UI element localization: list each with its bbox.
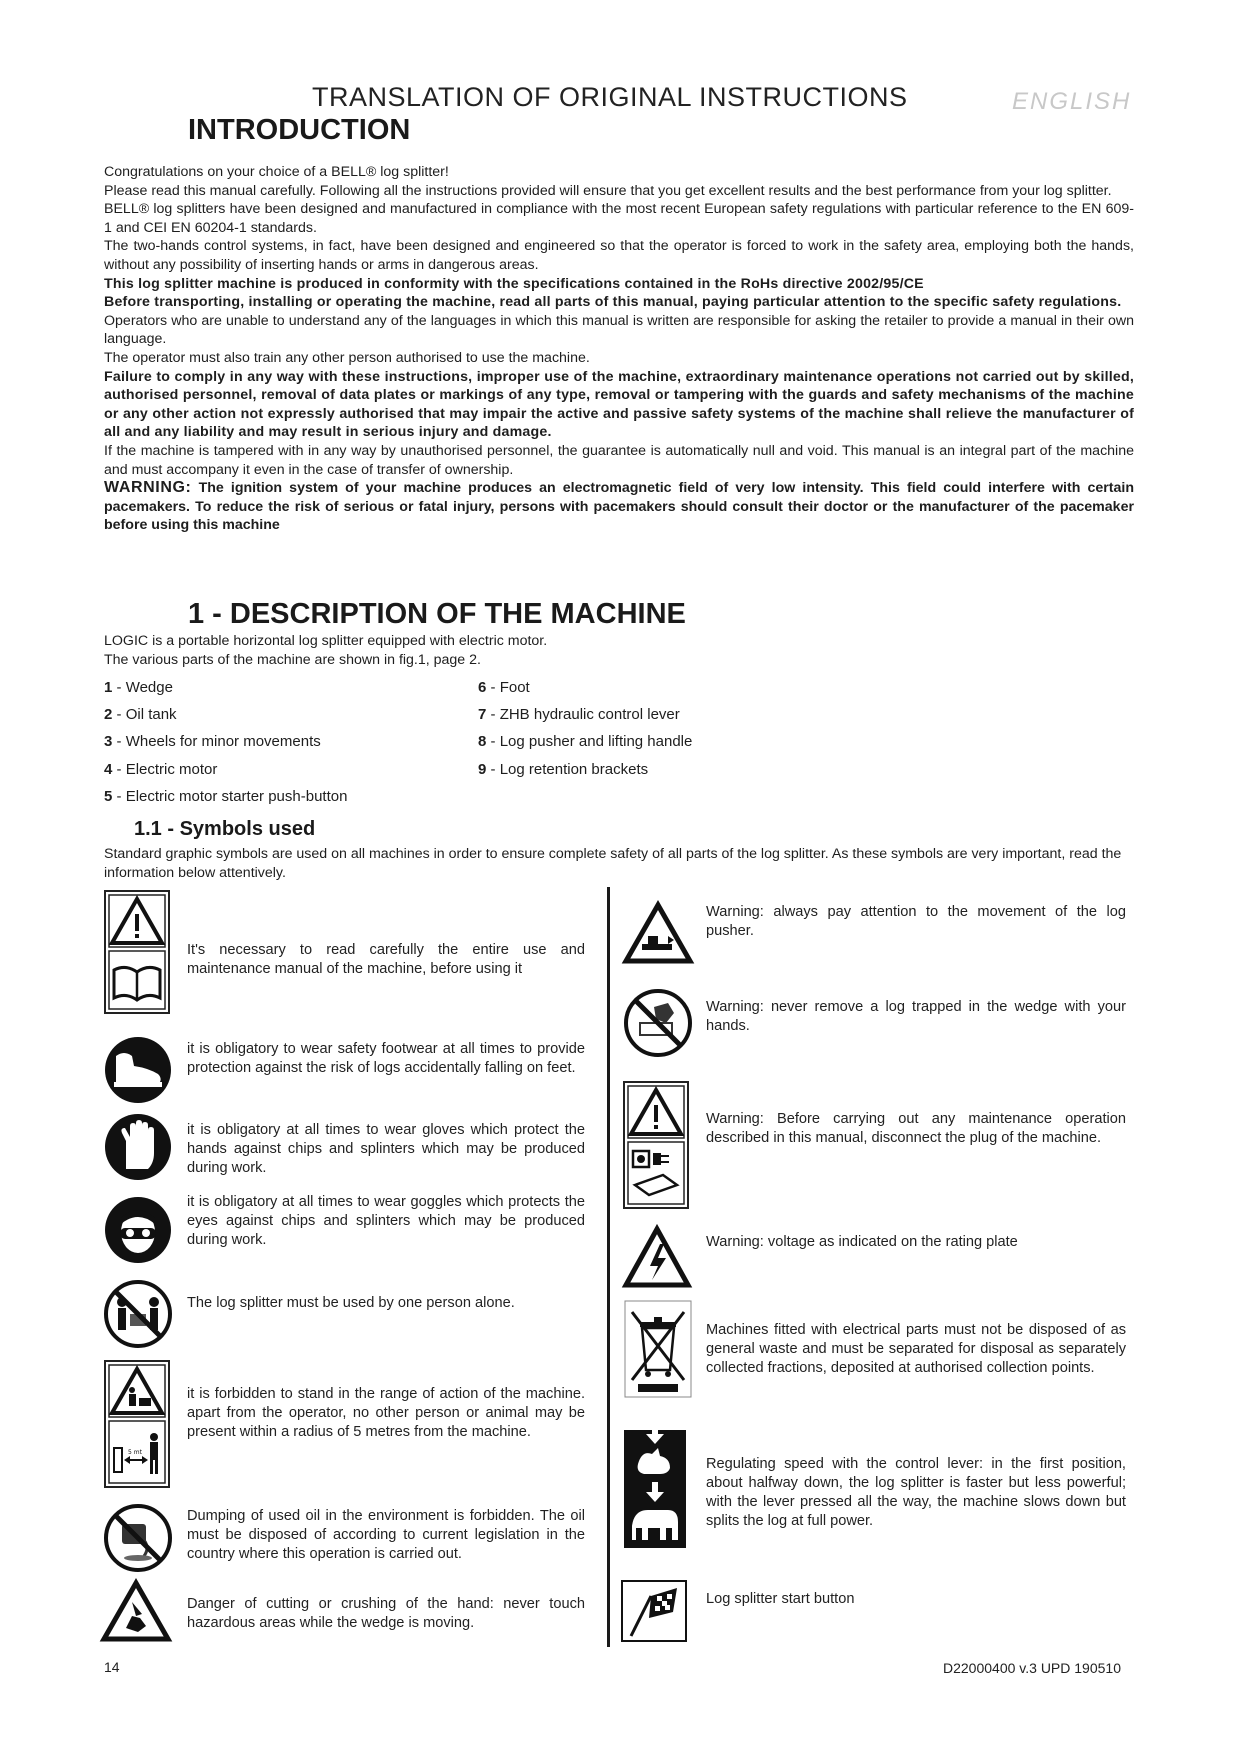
read-manual-icon xyxy=(104,890,170,1014)
symbol-desc-oil-dumping: Dumping of used oil in the environment is forbidden. The oil must be disposed of according to current legislation in the country where this operation is carried out. xyxy=(187,1508,585,1562)
no-hand-removal-icon xyxy=(624,989,692,1057)
part-item: 9 - Log retention brackets xyxy=(478,761,649,778)
header-language: ENGLISH xyxy=(1012,88,1132,115)
symbol-desc-keep-distance: it is forbidden to stand in the range of action of the machine. apart from the operator, no other person or animal may be present within a radius of 5 metres from the machine. xyxy=(187,1386,585,1440)
part-item: 6 - Foot xyxy=(478,679,530,696)
symbol-desc-goggles: it is obligatory at all times to wear goggles which protects the eyes against chips and splinters which may be produced during work. xyxy=(187,1194,585,1248)
intro-paragraph: BELL® log splitters have been designed and manufactured in compliance with the most recent European safety regulations with particular reference to the EN 609-1 and CEI EN 60204-1 standards. xyxy=(104,201,1134,236)
part-item: 7 - ZHB hydraulic control lever xyxy=(478,706,680,723)
log-pusher-warning-icon xyxy=(624,902,692,964)
safety-footwear-icon xyxy=(104,1036,172,1104)
symbol-desc-no-hand-removal: Warning: never remove a log trapped in the wedge with your hands. xyxy=(706,999,1126,1034)
symbol-desc-start-button: Log splitter start button xyxy=(706,1591,855,1607)
symbols-intro-text: Standard graphic symbols are used on all machines in order to ensure complete safety of all parts of the log splitter. As these symbols are very important, read the information below attentively. xyxy=(104,846,1122,881)
one-person-icon xyxy=(104,1280,172,1348)
intro-paragraph: Operators who are unable to understand any of the languages in which this manual is written are responsible for asking the retailer to provide a manual in their own language. xyxy=(104,312,1134,348)
description-body xyxy=(104,632,1134,669)
weee-disposal-icon xyxy=(624,1300,692,1398)
keep-distance-icon xyxy=(104,1360,170,1488)
part-item: 5 - Electric motor starter push-button xyxy=(104,788,348,805)
symbol-desc-log-pusher: Warning: always pay attention to the movement of the log pusher. xyxy=(706,904,1126,939)
symbols-intro xyxy=(104,845,1140,882)
document-code: D22000400 v.3 UPD 190510 xyxy=(943,1660,1121,1676)
introduction-body xyxy=(104,163,1134,535)
intro-paragraph: Congratulations on your choice of a BELL® log splitter! xyxy=(104,164,449,180)
symbol-desc-weee: Machines fitted with electrical parts must not be disposed of as general waste and must be separated for disposal as separately collected fractions, deposited at authorised collection points. xyxy=(706,1322,1126,1376)
gloves-icon xyxy=(104,1113,172,1181)
warning-label: WARNING: xyxy=(104,479,192,497)
part-item: 2 - Oil tank xyxy=(104,706,177,723)
hand-crush-danger-icon xyxy=(102,1580,170,1642)
intro-paragraph: The operator must also train any other person authorised to use the machine. xyxy=(104,349,590,366)
symbols-title: 1.1 - Symbols used xyxy=(134,818,316,840)
voltage-warning-icon xyxy=(624,1226,690,1288)
symbol-desc-one-person: The log splitter must be used by one person alone. xyxy=(187,1295,515,1311)
part-item: 8 - Log pusher and lifting handle xyxy=(478,733,693,750)
no-oil-dumping-icon xyxy=(104,1504,172,1572)
description-line: LOGIC is a portable horizontal log splitter equipped with electric motor. xyxy=(104,633,548,649)
safety-read-statement: Before transporting, installing or operating the machine, read all parts of this manual, paying particular attention to the specific safety regulations. xyxy=(104,294,1122,311)
speed-regulation-icon xyxy=(624,1430,686,1548)
goggles-icon xyxy=(104,1196,172,1264)
symbol-desc-speed-regulation: Regulating speed with the control lever: in the first position, about halfway down, the log splitter is faster but less powerful; with the lever pressed all the way, the machine slows down but splits the log at full power. xyxy=(706,1456,1126,1529)
description-line: The various parts of the machine are shown in fig.1, page 2. xyxy=(104,651,481,668)
intro-paragraph: The two-hands control systems, in fact, have been designed and engineered so that the operator is forced to work in the safety area, employing both the hands, without any possibility of inserting hands or arms in dangerous areas. xyxy=(104,238,1134,273)
symbol-desc-gloves: it is obligatory at all times to wear gloves which protect the hands against chips and splinters which may be produced during work. xyxy=(187,1122,585,1176)
liability-statement: Failure to comply in any way with these instructions, improper use of the machine, extraordinary maintenance operations not carried out by skilled, authorised personnel, removal of data plates or markings of any type, removal or tampering with the guards and safety mechanisms of the machine or any other action not expressly authorised that may impair the active and passive safety systems of the machine shall relieve the manufacturer of all and any liability and may result in serious injury and damage. xyxy=(104,368,1134,441)
warning-text: The ignition system of your machine produces an electromagnetic field of very low intensity. This field could interfere with certain pacemakers. To reduce the risk of serious or fatal injury, persons with pacemakers should consult their doctor or the manufacturer of the pacemaker before using this machine xyxy=(104,480,1134,534)
header-title: TRANSLATION OF ORIGINAL INSTRUCTIONS xyxy=(312,82,908,112)
part-item: 1 - Wedge xyxy=(104,679,173,696)
intro-paragraph: Please read this manual carefully. Following all the instructions provided will ensure that you get excellent results and the best performance from your log splitter. xyxy=(104,182,1112,199)
start-button-icon xyxy=(621,1580,687,1642)
pacemaker-warning xyxy=(104,479,1134,535)
rohs-statement: This log splitter machine is produced in conformity with the specifications contained in the RoHs directive 2002/95/CE xyxy=(104,275,924,292)
part-item: 3 - Wheels for minor movements xyxy=(104,733,321,750)
symbol-desc-disconnect-plug: Warning: Before carrying out any maintenance operation described in this manual, disconnect the plug of the machine. xyxy=(706,1111,1126,1146)
distance-label: 5 mt xyxy=(128,1449,142,1456)
part-item: 4 - Electric motor xyxy=(104,761,218,778)
symbol-desc-hand-danger: Danger of cutting or crushing of the hand: never touch hazardous areas while the wedge is moving. xyxy=(187,1596,585,1631)
column-divider xyxy=(607,887,610,1647)
disconnect-plug-icon xyxy=(623,1081,689,1209)
introduction-title: INTRODUCTION xyxy=(188,114,411,146)
symbol-desc-voltage: Warning: voltage as indicated on the rating plate xyxy=(706,1234,1018,1250)
description-title: 1 - DESCRIPTION OF THE MACHINE xyxy=(188,598,686,630)
symbol-desc-footwear: it is obligatory to wear safety footwear at all times to provide protection against the risk of logs accidentally falling on feet. xyxy=(187,1041,585,1076)
page-number: 14 xyxy=(104,1659,120,1675)
symbol-desc-read-manual: It's necessary to read carefully the entire use and maintenance manual of the machine, before using it xyxy=(187,942,585,977)
intro-paragraph: If the machine is tampered with in any way by unauthorised personnel, the guarantee is automatically null and void. This manual is an integral part of the machine and must accompany it even in the case of transfer of ownership. xyxy=(104,442,1134,478)
